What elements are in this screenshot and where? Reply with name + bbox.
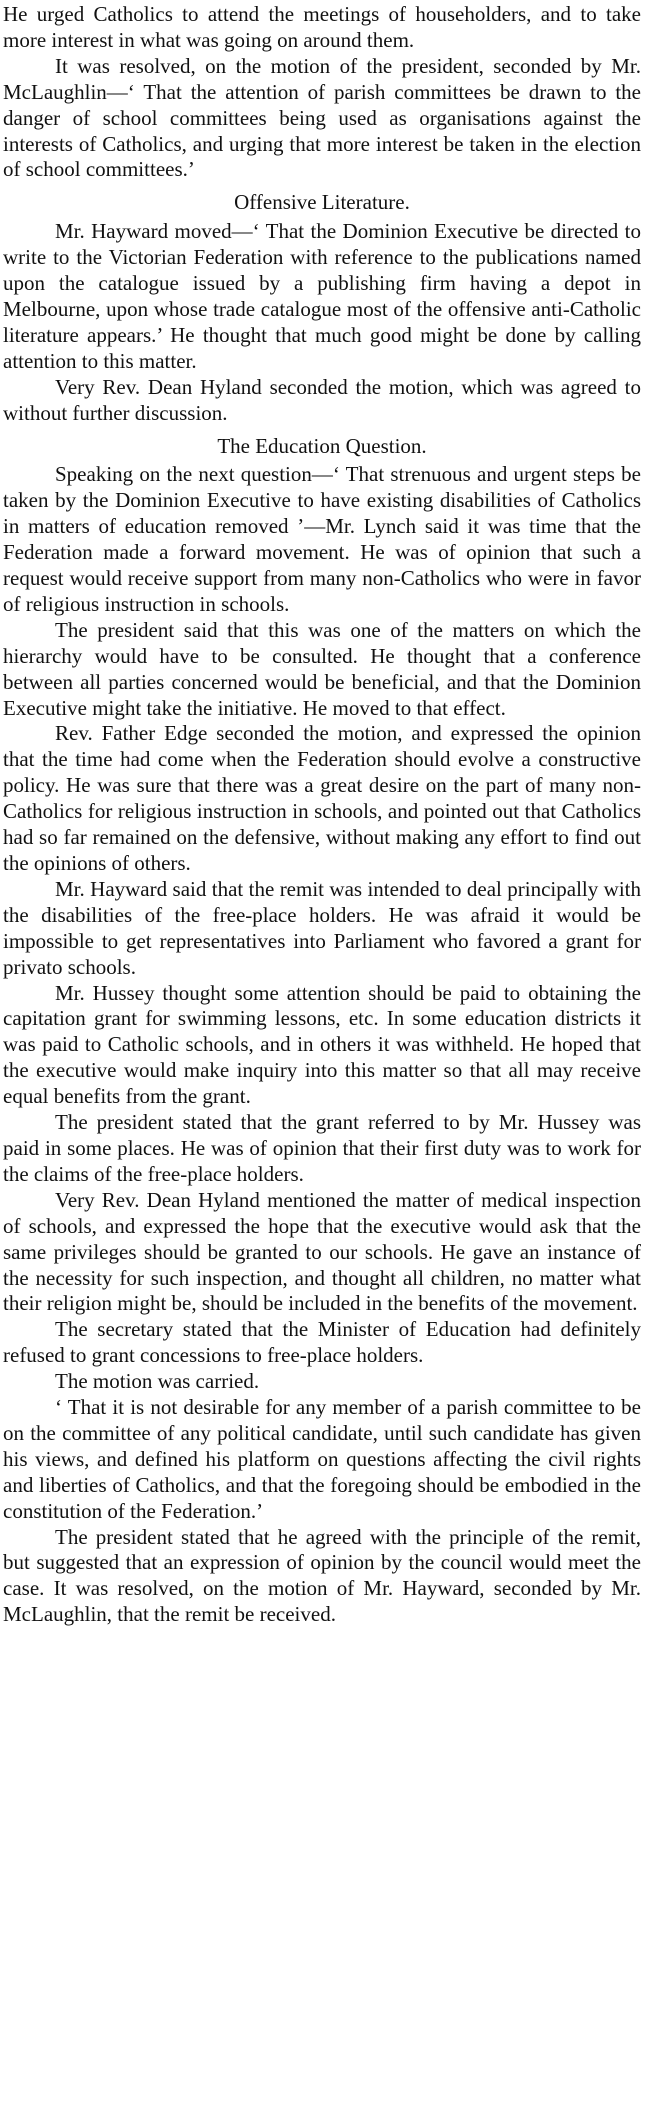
paragraph-lynch: Speaking on the next question—‘ That strenuous and urgent steps be taken by the Dominion Executive to have existing disabilities of Catholics in matters of education removed ’—Mr. Lynch said it was time that the Federation made a forward movement. He was of opinion that such a request would receive support from many non-Catholics who were in favor of religious instruction in schools. xyxy=(3,462,641,616)
paragraph-dean-hyland-medical: Very Rev. Dean Hyland mentioned the matter of medical inspection of schools, and expressed the hope that the executive would ask that the same privileges should be granted to our schools. He gave an instance of the necessity for such inspection, and thought all children, no matter what their religion might be, should be included in the benefits of the movement. xyxy=(3,1187,641,1316)
heading-education-question: The Education Question. xyxy=(217,433,427,458)
paragraph-motion-carried: The motion was carried. xyxy=(55,1369,260,1394)
paragraph-hussey: Mr. Hussey thought some attention should be paid to obtaining the capitation grant for swimming lessons, etc. In some education districts it was paid to Catholic schools, and in others it was withheld. He hoped that the executive would make inquiry into this matter so that all may receive equal benefits from the grant. xyxy=(3,980,641,1109)
paragraph-political-candidate-remit: ‘ That it is not desirable for any member of a parish committee to be on the committee of any political candidate, until such candidate has given his views, and defined his platform on questions affecting the civil rights and liberties of Catholics, and that the foregoing should be embodied in the constitution of the Federation.’ xyxy=(3,1395,641,1523)
paragraph-father-edge: Rev. Father Edge seconded the motion, and expressed the opinion that the time had come when the Federation should evolve a constructive policy. He was sure that there was a great desire on the part of many non-Catholics for religious instruction in schools, and pointed out that Catholics had so far remained on the defensive, without making any effort to find out the opinions of others. xyxy=(3,721,641,875)
paragraph-householders: He urged Catholics to attend the meetings of householders, and to take more interest in what was going on around them. xyxy=(3,2,641,52)
paragraph-secretary-minister: The secretary stated that the Minister of Education had definitely refused to grant concessions to free-place holders. xyxy=(3,1317,641,1368)
paragraph-school-committees-resolution: It was resolved, on the motion of the president, seconded by Mr. McLaughlin—‘ That the attention of parish committees be drawn to the danger of school committees being used as organisations against the interests of Catholics, and urging that more interest be taken in the election of school committees.’ xyxy=(3,53,641,182)
paragraph-president-remit-received: The president stated that he agreed with the principle of the remit, but suggested that an expression of opinion by the council would meet the case. It was resolved, on the motion of Mr. Hayward, seconded by Mr. McLaughlin, that the remit be received. xyxy=(3,1524,641,1627)
paragraph-hayward-motion: Mr. Hayward moved—‘ That the Dominion Executive be directed to write to the Victorian Federation with reference to the publications named upon the catalogue issued by a publishing firm having a depot in Melbourne, upon whose trade catalogue most of the offensive anti-Catholic literature appears.’ He thought that much good might be done by calling attention to this matter. xyxy=(3,219,641,373)
heading-offensive-literature: Offensive Literature. xyxy=(234,190,410,215)
paragraph-president-hierarchy: The president said that this was one of the matters on which the hierarchy would have to be consulted. He thought that a conference between all parties concerned would be beneficial, and that the Dominion Executive might take the initiative. He moved to that effect. xyxy=(3,617,641,720)
paragraph-president-grant: The president stated that the grant referred to by Mr. Hussey was paid in some places. He was of opinion that their first duty was to work for the claims of the free-place holders. xyxy=(3,1110,641,1186)
paragraph-hyland-seconded: Very Rev. Dean Hyland seconded the motion, which was agreed to without further discussion. xyxy=(3,374,641,425)
paragraph-hayward-remit: Mr. Hayward said that the remit was intended to deal principally with the disabilities of the free-place holders. He was afraid it would be impossible to get representatives into Parliament who favored a grant for privato schools. xyxy=(3,876,641,979)
